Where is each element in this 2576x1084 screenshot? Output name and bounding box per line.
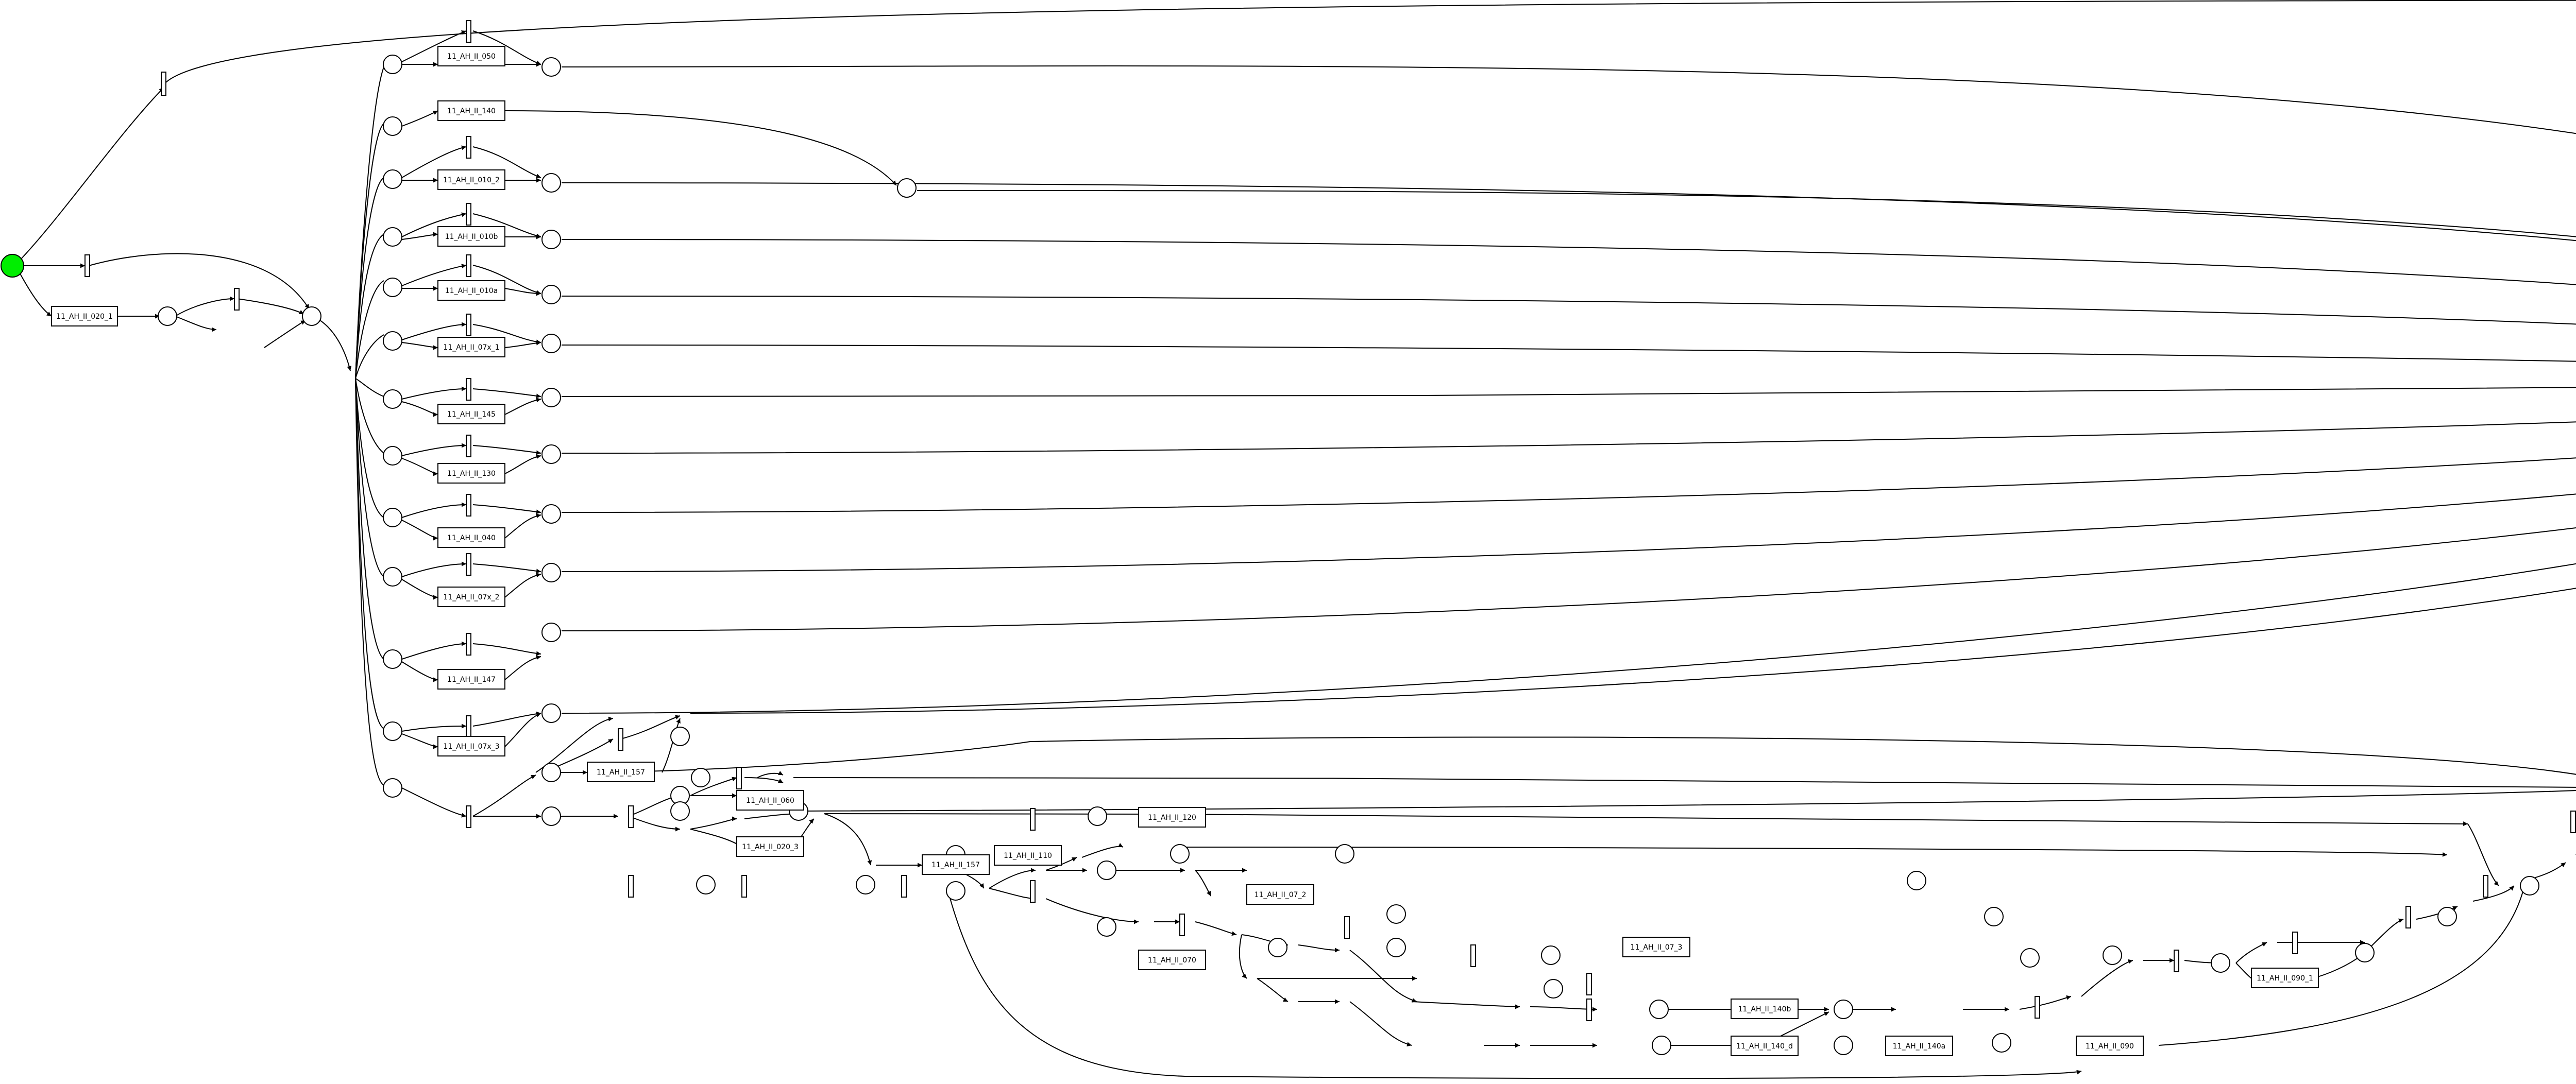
arc <box>1350 1002 1412 1045</box>
transition[interactable] <box>438 736 505 756</box>
transition[interactable] <box>438 463 505 483</box>
transition[interactable] <box>1139 950 1206 970</box>
arc <box>562 183 2576 381</box>
arc <box>402 662 438 680</box>
arc <box>318 319 350 371</box>
arc <box>473 389 541 397</box>
arc <box>1412 1002 1520 1007</box>
transition-label: 11_AH_II_020_1 <box>56 313 113 321</box>
arc <box>166 0 2576 175</box>
transition[interactable] <box>438 587 505 607</box>
place[interactable] <box>946 882 965 900</box>
transition-label: 11_AH_II_07_2 <box>1254 891 1307 899</box>
transition-label: 11_AH_II_145 <box>447 410 496 419</box>
place[interactable] <box>542 285 561 304</box>
place[interactable] <box>1387 905 1405 923</box>
place[interactable] <box>383 55 402 74</box>
arc <box>2020 996 2071 1009</box>
transition-label: 11_AH_II_010_2 <box>443 176 500 184</box>
place[interactable] <box>1834 1036 1853 1055</box>
place[interactable] <box>697 875 715 894</box>
silent-transition[interactable] <box>466 494 471 516</box>
place[interactable] <box>383 332 402 350</box>
transition[interactable] <box>1623 937 1690 957</box>
arc <box>562 389 2576 572</box>
transition[interactable] <box>438 46 505 66</box>
arc <box>562 387 2576 512</box>
arc <box>19 271 52 316</box>
place[interactable] <box>542 334 561 353</box>
arc <box>402 111 438 126</box>
place[interactable] <box>1171 845 1189 863</box>
place[interactable] <box>671 802 689 820</box>
silent-transition[interactable] <box>2483 875 2488 897</box>
arc <box>989 870 1036 888</box>
arc <box>917 191 2576 381</box>
place[interactable] <box>2355 943 2374 962</box>
silent-transition[interactable] <box>2293 932 2297 954</box>
arc <box>473 564 541 572</box>
transition-label: 11_AH_II_130 <box>447 470 496 478</box>
place[interactable] <box>542 445 561 463</box>
place[interactable] <box>542 807 561 825</box>
transition-label: 11_AH_II_147 <box>447 676 496 684</box>
silent-transition[interactable] <box>1345 917 1349 938</box>
place[interactable] <box>671 727 689 746</box>
silent-transition[interactable] <box>466 314 471 336</box>
arc <box>505 713 541 747</box>
place[interactable] <box>1652 1036 1671 1055</box>
transition-label: 11_AH_II_090_1 <box>2257 974 2313 983</box>
silent-transition[interactable] <box>466 554 471 575</box>
arc <box>505 657 541 680</box>
place[interactable] <box>383 117 402 135</box>
transition-label: 11_AH_II_110 <box>1004 852 1052 860</box>
transition-label: 11_AH_II_140a <box>1892 1042 1946 1051</box>
arc <box>505 399 541 415</box>
arc <box>2236 942 2267 963</box>
arc <box>355 378 384 785</box>
silent-transition[interactable] <box>2035 996 2040 1018</box>
silent-transition[interactable] <box>85 255 90 277</box>
place[interactable] <box>383 170 402 188</box>
arc <box>562 66 2576 381</box>
arc <box>2473 886 2514 901</box>
transition[interactable] <box>1731 999 1798 1019</box>
transition[interactable] <box>438 404 505 424</box>
silent-transition[interactable] <box>1471 945 1476 967</box>
place[interactable] <box>2520 876 2539 895</box>
arc <box>801 788 2576 811</box>
place[interactable] <box>542 563 561 582</box>
silent-transition[interactable] <box>1030 881 1035 902</box>
arc <box>1350 950 1417 1002</box>
place[interactable] <box>542 58 561 76</box>
arc <box>402 445 466 456</box>
transition[interactable] <box>737 790 804 810</box>
place[interactable] <box>2438 907 2456 926</box>
arc <box>1046 899 1139 922</box>
arc <box>89 253 309 309</box>
transition[interactable] <box>438 669 505 689</box>
place[interactable] <box>158 307 177 325</box>
arc <box>264 320 306 348</box>
silent-transition[interactable] <box>629 806 633 828</box>
place[interactable] <box>856 875 875 894</box>
place[interactable] <box>1088 807 1107 825</box>
silent-transition[interactable] <box>902 875 906 897</box>
transition-label: 11_AH_II_157 <box>597 768 645 777</box>
arc <box>355 335 384 378</box>
transition-label: 11_AH_II_060 <box>746 797 794 805</box>
arc <box>1195 870 1211 896</box>
transition-label: 11_AH_II_010b <box>445 233 498 241</box>
silent-transition[interactable] <box>618 729 623 750</box>
arc <box>402 458 438 474</box>
transition-label: 11_AH_II_120 <box>1148 814 1196 822</box>
place[interactable] <box>1097 918 1116 936</box>
silent-transition[interactable] <box>466 21 471 42</box>
arc <box>562 239 2576 381</box>
silent-transition[interactable] <box>2406 906 2411 928</box>
arc <box>1298 945 1340 950</box>
place[interactable] <box>542 230 561 249</box>
arc <box>505 515 541 538</box>
transition-label: 11_AH_II_07x_3 <box>443 743 500 751</box>
arc <box>562 345 2576 381</box>
start-place[interactable] <box>1 254 24 277</box>
arc <box>562 296 2576 381</box>
arc <box>402 520 438 538</box>
transition[interactable] <box>438 528 505 547</box>
place[interactable] <box>383 779 402 797</box>
silent-transition[interactable] <box>629 875 633 897</box>
silent-transition[interactable] <box>742 875 747 897</box>
arc <box>690 819 737 829</box>
silent-transition[interactable] <box>466 716 471 737</box>
silent-transition[interactable] <box>737 767 741 789</box>
silent-transition[interactable] <box>1587 973 1591 995</box>
place[interactable] <box>1834 1000 1853 1019</box>
place[interactable] <box>542 505 561 523</box>
place[interactable] <box>542 174 561 192</box>
arc <box>402 389 466 399</box>
arc <box>355 378 384 397</box>
place[interactable] <box>302 307 321 325</box>
place[interactable] <box>897 179 916 197</box>
transition-label: 11_AH_II_010a <box>445 287 498 295</box>
arc <box>402 644 466 659</box>
place[interactable] <box>1268 938 1287 957</box>
arc <box>402 788 466 816</box>
arc <box>505 288 541 294</box>
place[interactable] <box>2021 949 2039 967</box>
arc <box>744 778 783 783</box>
arc <box>824 814 871 865</box>
place[interactable] <box>1992 1034 2011 1052</box>
transition-label: 11_AH_II_090 <box>2086 1042 2134 1051</box>
silent-transition[interactable] <box>1587 999 1591 1021</box>
place[interactable] <box>1544 979 1563 998</box>
transition[interactable] <box>2076 1036 2143 1056</box>
transition-label: 11_AH_II_070 <box>1148 956 1196 965</box>
place[interactable] <box>383 508 402 527</box>
silent-transition[interactable] <box>1030 808 1035 830</box>
place[interactable] <box>383 446 402 465</box>
transition-label: 11_AH_II_07x_2 <box>443 593 500 601</box>
place[interactable] <box>691 768 710 787</box>
arc <box>505 342 541 348</box>
arc <box>505 574 541 597</box>
place[interactable] <box>1650 1000 1668 1019</box>
silent-transition[interactable] <box>234 288 239 310</box>
place[interactable] <box>1907 871 1926 890</box>
arc <box>473 505 541 512</box>
arc <box>1195 922 1236 935</box>
transition[interactable] <box>1886 1036 1953 1056</box>
silent-transition[interactable] <box>466 378 471 400</box>
place[interactable] <box>383 567 402 586</box>
transition-label: 11_AH_II_140_d <box>1736 1042 1793 1051</box>
arc <box>402 734 438 747</box>
silent-transition[interactable] <box>466 806 471 828</box>
silent-transition[interactable] <box>2174 950 2179 972</box>
arc <box>473 445 541 453</box>
place[interactable] <box>1335 845 1354 863</box>
arc <box>690 394 2576 713</box>
arc <box>1240 935 1247 978</box>
arc <box>824 814 2468 824</box>
place[interactable] <box>542 623 561 642</box>
arc <box>1082 847 1123 857</box>
silent-transition[interactable] <box>466 633 471 655</box>
arc <box>473 775 536 816</box>
place[interactable] <box>383 228 402 246</box>
place[interactable] <box>1097 861 1116 880</box>
transition[interactable] <box>438 101 505 121</box>
place[interactable] <box>2211 954 2230 972</box>
place[interactable] <box>383 278 402 297</box>
arc <box>629 816 680 829</box>
arc <box>355 378 384 453</box>
place[interactable] <box>542 388 561 407</box>
place[interactable] <box>383 390 402 408</box>
arc <box>1257 978 1288 1002</box>
arc <box>402 342 438 348</box>
transition-label: 11_AH_II_07_3 <box>1630 943 1683 952</box>
place[interactable] <box>383 722 402 741</box>
arc <box>793 778 2576 788</box>
place[interactable] <box>383 650 402 668</box>
transition[interactable] <box>438 227 505 246</box>
arc <box>237 299 304 314</box>
silent-transition[interactable] <box>2571 811 2575 833</box>
transition[interactable] <box>52 306 117 326</box>
transition[interactable] <box>438 170 505 190</box>
place[interactable] <box>1387 938 1405 957</box>
place[interactable] <box>1541 946 1560 965</box>
silent-transition[interactable] <box>466 255 471 277</box>
labeled-transitions <box>52 46 2576 1056</box>
arc <box>2370 919 2403 948</box>
arc <box>1185 847 2447 855</box>
silent-transition[interactable] <box>466 136 471 158</box>
arc <box>989 888 1036 899</box>
silent-transition[interactable] <box>466 435 471 457</box>
arc <box>402 402 438 415</box>
transition[interactable] <box>1731 1036 1798 1056</box>
arc <box>690 829 742 847</box>
transition-label: 11_AH_II_07x_1 <box>443 343 500 352</box>
transition[interactable] <box>2251 968 2318 988</box>
silent-transition[interactable] <box>466 203 471 225</box>
arcs <box>19 0 2576 1078</box>
transition-label: 11_AH_II_050 <box>447 53 496 61</box>
place[interactable] <box>542 763 561 782</box>
arc <box>175 316 216 330</box>
arc <box>402 505 466 518</box>
place[interactable] <box>2103 946 2122 965</box>
arc <box>402 579 438 597</box>
transition-label: 11_AH_II_157 <box>931 861 980 869</box>
place[interactable] <box>542 704 561 722</box>
transition[interactable] <box>737 837 804 856</box>
arc <box>402 564 466 577</box>
transition[interactable] <box>994 846 1061 865</box>
arc <box>175 299 234 316</box>
arc <box>505 456 541 474</box>
transition[interactable] <box>1247 885 1314 904</box>
transition-label: 11_AH_II_140 <box>447 107 496 115</box>
transition-label: 11_AH_II_040 <box>447 534 496 542</box>
arc <box>402 726 466 731</box>
silent-transition[interactable] <box>1180 914 1184 936</box>
transition[interactable] <box>438 281 505 300</box>
arc <box>19 88 164 262</box>
arc <box>505 111 896 185</box>
transition[interactable] <box>438 337 505 357</box>
silent-transition[interactable] <box>161 72 166 95</box>
transition[interactable] <box>587 762 654 782</box>
arc <box>2081 960 2133 996</box>
transition-label: 11_AH_II_140b <box>1738 1005 1791 1013</box>
place[interactable] <box>1985 907 2003 926</box>
transition[interactable] <box>922 855 989 874</box>
arc <box>402 234 438 239</box>
transition-label: 11_AH_II_020_3 <box>742 843 799 851</box>
arc <box>562 384 2576 397</box>
arc <box>473 644 541 654</box>
arc <box>757 773 783 778</box>
transition[interactable] <box>1139 807 1206 827</box>
